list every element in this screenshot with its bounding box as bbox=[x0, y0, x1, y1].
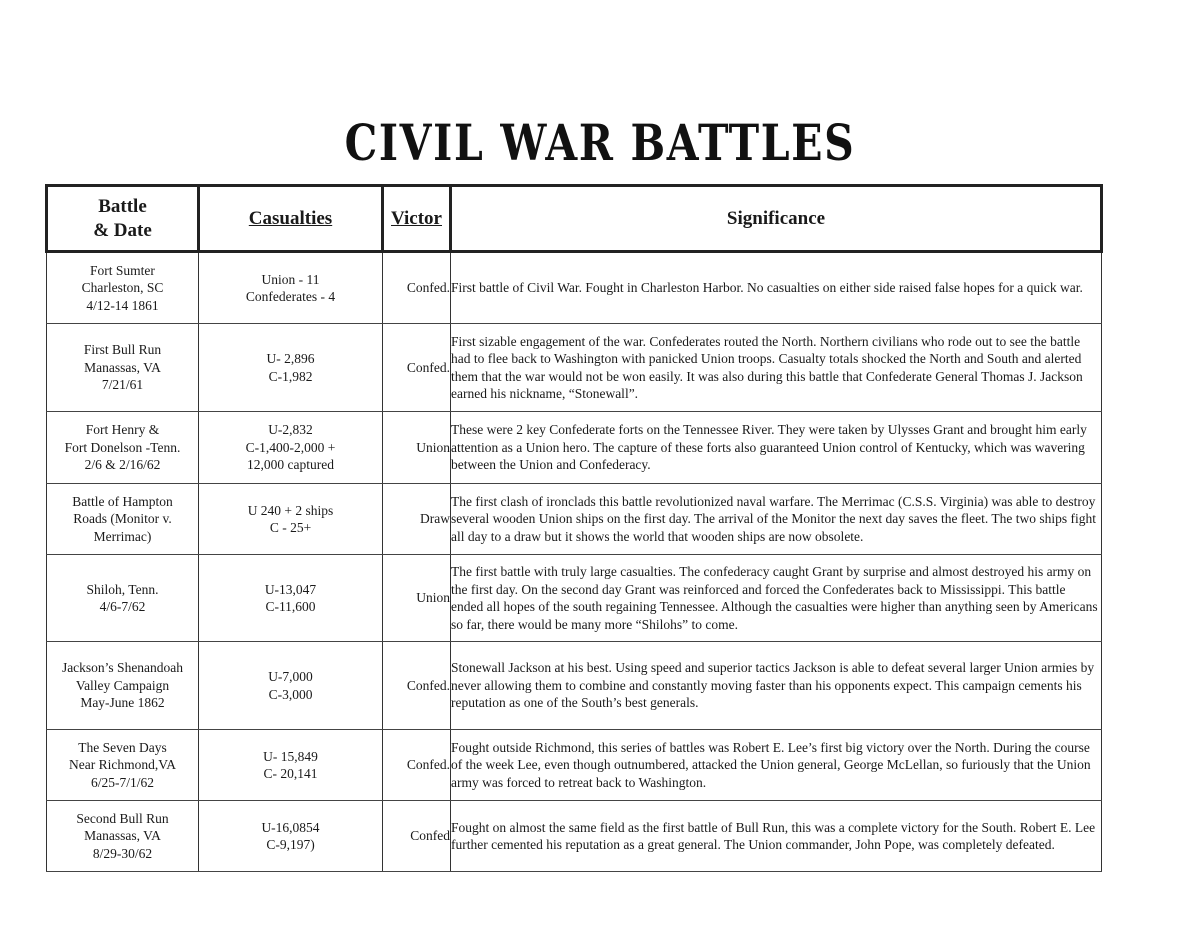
battle-location: Manassas, VA bbox=[84, 359, 161, 375]
casualties-union: U 240 + 2 ships bbox=[247, 502, 334, 518]
header-victor-label: Victor bbox=[391, 207, 442, 229]
casualties-cell bbox=[199, 730, 383, 801]
battle-name: First Bull Run bbox=[83, 342, 162, 358]
victor-cell: Confed. bbox=[383, 642, 451, 730]
victor-cell: Draw bbox=[383, 484, 451, 555]
battle-date: 7/21/61 bbox=[101, 377, 144, 393]
significance-cell: The first battle with truly large casualties. The confederacy caught Grant by surprise and almost destroyed his army on the first day. On the second day Grant was reinforced and forced the Confederates back to Mississippi. This battle ended all hopes of the south regaining Tennessee. Although the casualties were higher than anything seen by Americans so far, there would be many more “Shilohs” to come. bbox=[451, 555, 1102, 642]
table-row bbox=[47, 412, 1102, 484]
battle-date: May-June 1862 bbox=[80, 695, 165, 711]
casualties-confederate: C-9,197) bbox=[266, 837, 315, 852]
casualties-confederate: Confederates - 4 bbox=[245, 289, 336, 304]
battle-name-cont: Merrimac) bbox=[93, 528, 152, 544]
header-casualties bbox=[199, 186, 383, 252]
casualties-cell bbox=[199, 412, 383, 484]
battle-date: 8/29-30/62 bbox=[92, 845, 153, 861]
significance-cell: Fought outside Richmond, this series of battles was Robert E. Lee’s first big victory over the North. During the course of the week Lee, even though outnumbered, attacked the Union general, George McLellan, so furiously that the Union army was forced to retreat back to Washington. bbox=[451, 730, 1102, 801]
casualties-cell bbox=[199, 324, 383, 412]
table-row bbox=[47, 324, 1102, 412]
battle-name-cont: Valley Campaign bbox=[75, 677, 170, 693]
battle-location: Charleston, SC bbox=[81, 280, 164, 296]
casualties-union: U- 2,896 bbox=[266, 351, 315, 366]
significance-cell: The first clash of ironclads this battle revolutionized naval warfare. The Merrimac (C.S.S. Virginia) was able to destroy several wooden Union ships on the first day. The arrival of the Monitor the next day saves the fleet. The two ships fight all day to a draw but it shows the world that wooden ships are now obsolete. bbox=[451, 484, 1102, 555]
battle-date-cell bbox=[47, 412, 199, 484]
victor-cell: Union bbox=[383, 412, 451, 484]
casualties-union: U-16,0854 bbox=[261, 819, 320, 835]
casualties-union: Union - 11 bbox=[261, 271, 320, 287]
battle-date-cell bbox=[47, 801, 199, 872]
header-victor bbox=[383, 186, 451, 252]
header-row bbox=[47, 186, 1102, 252]
battle-name: Shiloh, Tenn. bbox=[86, 581, 159, 597]
battle-date: 4/6-7/62 bbox=[99, 599, 146, 614]
battle-date-cell bbox=[47, 252, 199, 324]
casualties-cell bbox=[199, 484, 383, 555]
page-title: CIVIL WAR BATTLES bbox=[344, 113, 856, 172]
battle-name: Second Bull Run bbox=[76, 810, 169, 826]
casualties-union: U- 15,849 bbox=[263, 748, 318, 764]
header-significance-label: Significance bbox=[726, 207, 826, 229]
table-row bbox=[47, 801, 1102, 872]
casualties-cell bbox=[199, 642, 383, 730]
significance-cell: These were 2 key Confederate forts on the Tennessee River. They were taken by Ulysses Grant and brought him early attention as a Union hero. The capture of these forts also guaranteed Union control of Kentucky, which was wavering between the Union and Confederacy. bbox=[451, 412, 1102, 484]
casualties-confederate: C-1,400-2,000 + bbox=[245, 439, 336, 455]
casualties-cell bbox=[199, 555, 383, 642]
header-battle-date bbox=[47, 186, 199, 252]
battle-date-cell bbox=[47, 642, 199, 730]
casualties-union: U-13,047 bbox=[264, 581, 317, 597]
casualties-cell bbox=[199, 252, 383, 324]
battle-date-cell bbox=[47, 324, 199, 412]
header-battle-line1: Battle bbox=[98, 195, 147, 217]
battle-name: Fort Henry & bbox=[85, 422, 160, 438]
victor-cell: Union bbox=[383, 555, 451, 642]
battle-date: 6/25-7/1/62 bbox=[91, 774, 154, 790]
battle-name: Battle of Hampton bbox=[72, 493, 173, 509]
table-row bbox=[47, 642, 1102, 730]
battle-location: Manassas, VA bbox=[84, 828, 161, 844]
header-significance bbox=[451, 186, 1102, 252]
significance-cell: First battle of Civil War. Fought in Charleston Harbor. No casualties on either side raised false hopes for a quick war. bbox=[451, 252, 1102, 324]
battle-location: Fort Donelson -Tenn. bbox=[64, 439, 181, 455]
battle-name: The Seven Days bbox=[78, 739, 167, 755]
casualties-union: U-7,000 bbox=[268, 669, 313, 684]
battle-name: Fort Sumter bbox=[90, 262, 155, 278]
casualties-captured: 12,000 captured bbox=[247, 457, 334, 473]
significance-cell: Fought on almost the same field as the first battle of Bull Run, this was a complete victory for the South. Robert E. Lee further cemented his reputation as a great general. The Union commander, John Pope, was completely defeated. bbox=[451, 801, 1102, 872]
battle-date: 2/6 & 2/16/62 bbox=[84, 457, 161, 473]
casualties-cell bbox=[199, 801, 383, 872]
significance-cell: First sizable engagement of the war. Confederates routed the North. Northern civilians who rode out to see the battle had to flee back to Washington with panicked Union troops. Casualty totals shocked the North and South and alerted them that the war would not be won easily. It was also during this battle that Confederate General Thomas J. Jackson earned his nickname, “Stonewall”. bbox=[451, 324, 1102, 412]
battle-date-cell bbox=[47, 555, 199, 642]
battle-date-cell bbox=[47, 730, 199, 801]
battle-name-cont: Roads (Monitor v. bbox=[73, 511, 172, 527]
significance-cell: Stonewall Jackson at his best. Using speed and superior tactics Jackson is able to defeat several larger Union armies by never allowing them to combine and constantly moving faster than his opponents expect. This campaign cements his reputation as one of the South’s best generals. bbox=[451, 642, 1102, 730]
casualties-confederate: C- 20,141 bbox=[263, 766, 318, 781]
battle-name: Jackson’s Shenandoah bbox=[61, 660, 184, 676]
battle-date: 4/12-14 1861 bbox=[86, 297, 159, 313]
casualties-union: U-2,832 bbox=[268, 422, 313, 438]
casualties-confederate: C-11,600 bbox=[265, 599, 316, 614]
casualties-confederate: C-1,982 bbox=[268, 368, 313, 384]
battle-date-cell bbox=[47, 484, 199, 555]
victor-cell: Confed bbox=[383, 801, 451, 872]
header-casualties-label: Casualties bbox=[248, 207, 333, 229]
victor-cell: Confed. bbox=[383, 730, 451, 801]
table-row bbox=[47, 252, 1102, 324]
table-row bbox=[47, 484, 1102, 555]
victor-cell: Confed. bbox=[383, 324, 451, 412]
casualties-confederate: C - 25+ bbox=[269, 520, 312, 535]
table-row bbox=[47, 730, 1102, 801]
battle-location: Near Richmond,VA bbox=[69, 757, 176, 773]
table-row bbox=[47, 555, 1102, 642]
casualties-confederate: C-3,000 bbox=[268, 686, 313, 702]
battles-table bbox=[45, 184, 1103, 872]
header-battle-line2: & Date bbox=[93, 219, 152, 241]
victor-cell: Confed. bbox=[383, 252, 451, 324]
